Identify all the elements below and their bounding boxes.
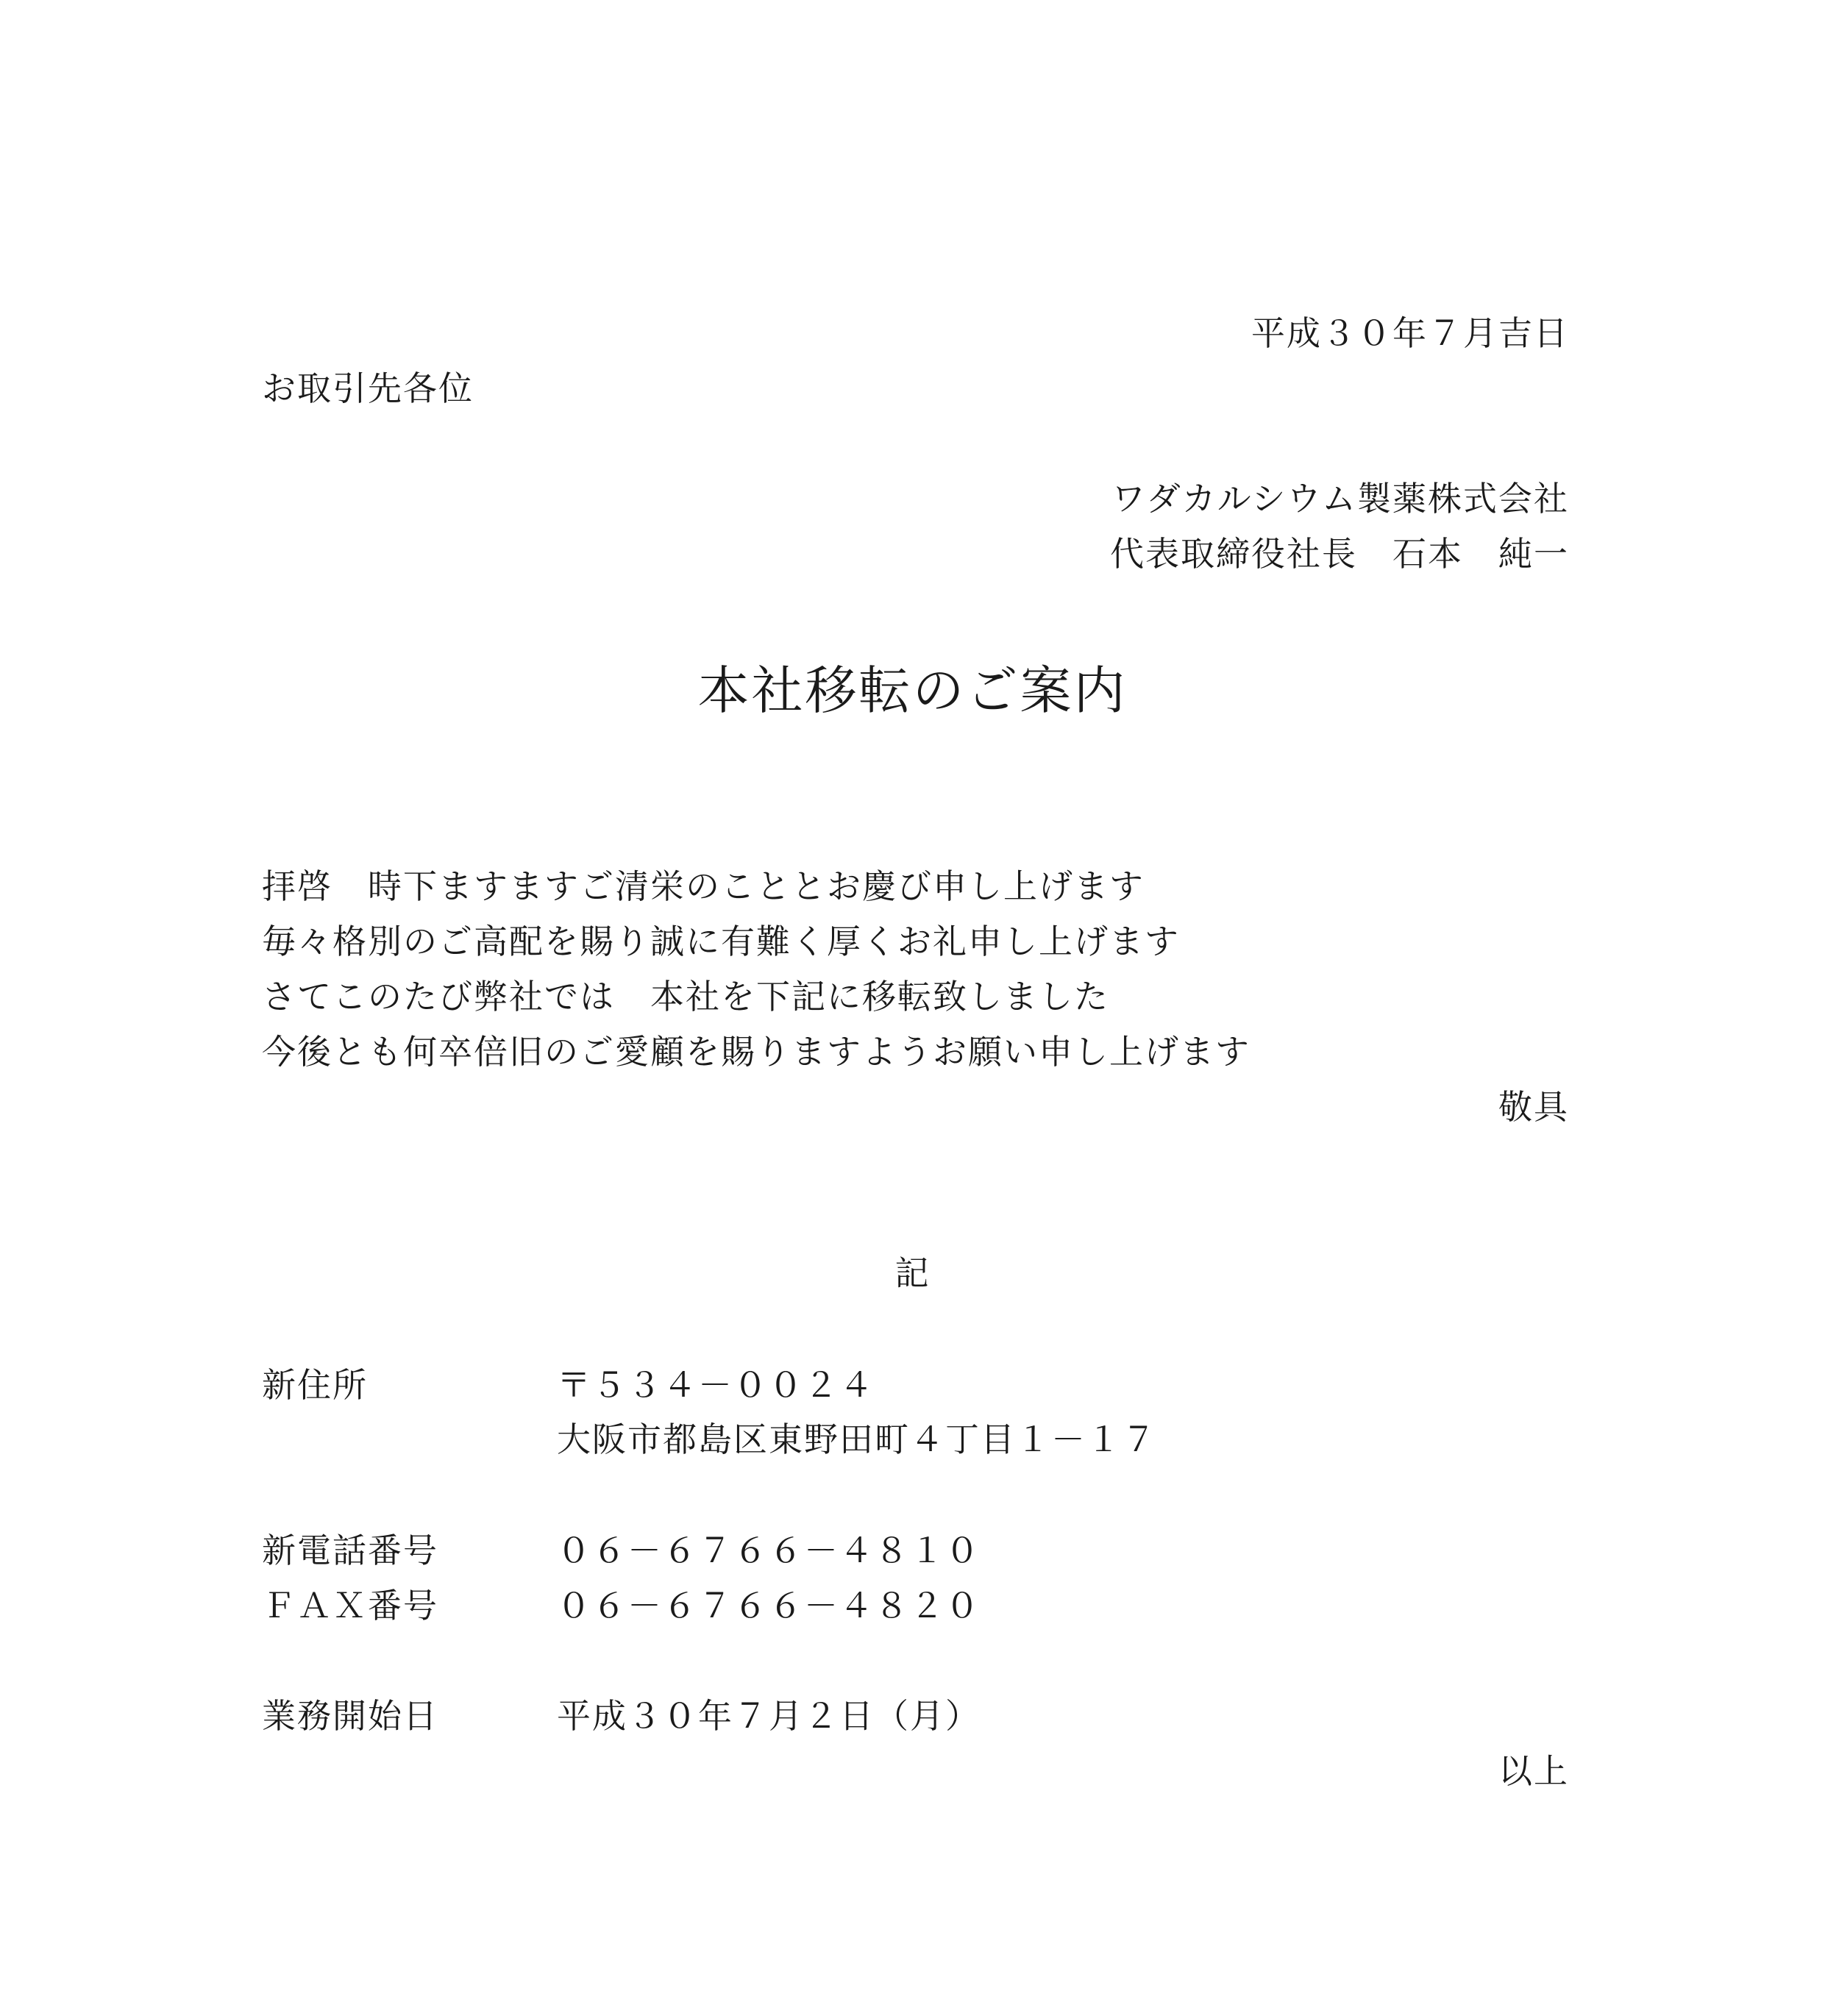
body-line-4: 今後とも何卒倍旧のご愛顧を賜りますようお願い申し上げます	[262, 1032, 1251, 1072]
page-title: 本社移転のご案内	[697, 660, 1128, 721]
phone-label: 新電話番号	[262, 1531, 438, 1570]
start-date: 平成３０年７月２日（月）	[557, 1696, 981, 1736]
phone-number: ０６－６７６６－４８１０	[557, 1531, 981, 1570]
sender-representative: 代表取締役社長 石本 純一	[1110, 534, 1569, 574]
fax-number: ０６－６７６６－４８２０	[557, 1586, 981, 1625]
start-date-label: 業務開始日	[262, 1696, 438, 1736]
sender-company: ワダカルシウム製薬株式会社	[1111, 479, 1569, 519]
postal-code: 〒５３４－００２４	[557, 1365, 875, 1405]
recipient: お取引先各位	[262, 368, 474, 408]
body-line-1: 拝啓 時下ますますご清栄のこととお慶び申し上げます	[262, 866, 1145, 906]
end-mark: 以上	[1498, 1751, 1569, 1791]
address-label: 新住所	[262, 1365, 368, 1405]
body-line-3: さてこのたび弊社では 本社を下記に移転致しました	[262, 977, 1109, 1016]
closing: 敬具	[1498, 1087, 1569, 1127]
body-line-2: 毎々格別のご高配を賜り誠に有難く厚くお礼申し上げます	[262, 922, 1180, 961]
address: 大阪市都島区東野田町４丁目１－１７	[557, 1420, 1157, 1459]
ki-heading: 記	[894, 1253, 931, 1293]
fax-label: ＦＡＸ番号	[262, 1586, 438, 1625]
letter-date: 平成３０年７月吉日	[1251, 313, 1569, 353]
